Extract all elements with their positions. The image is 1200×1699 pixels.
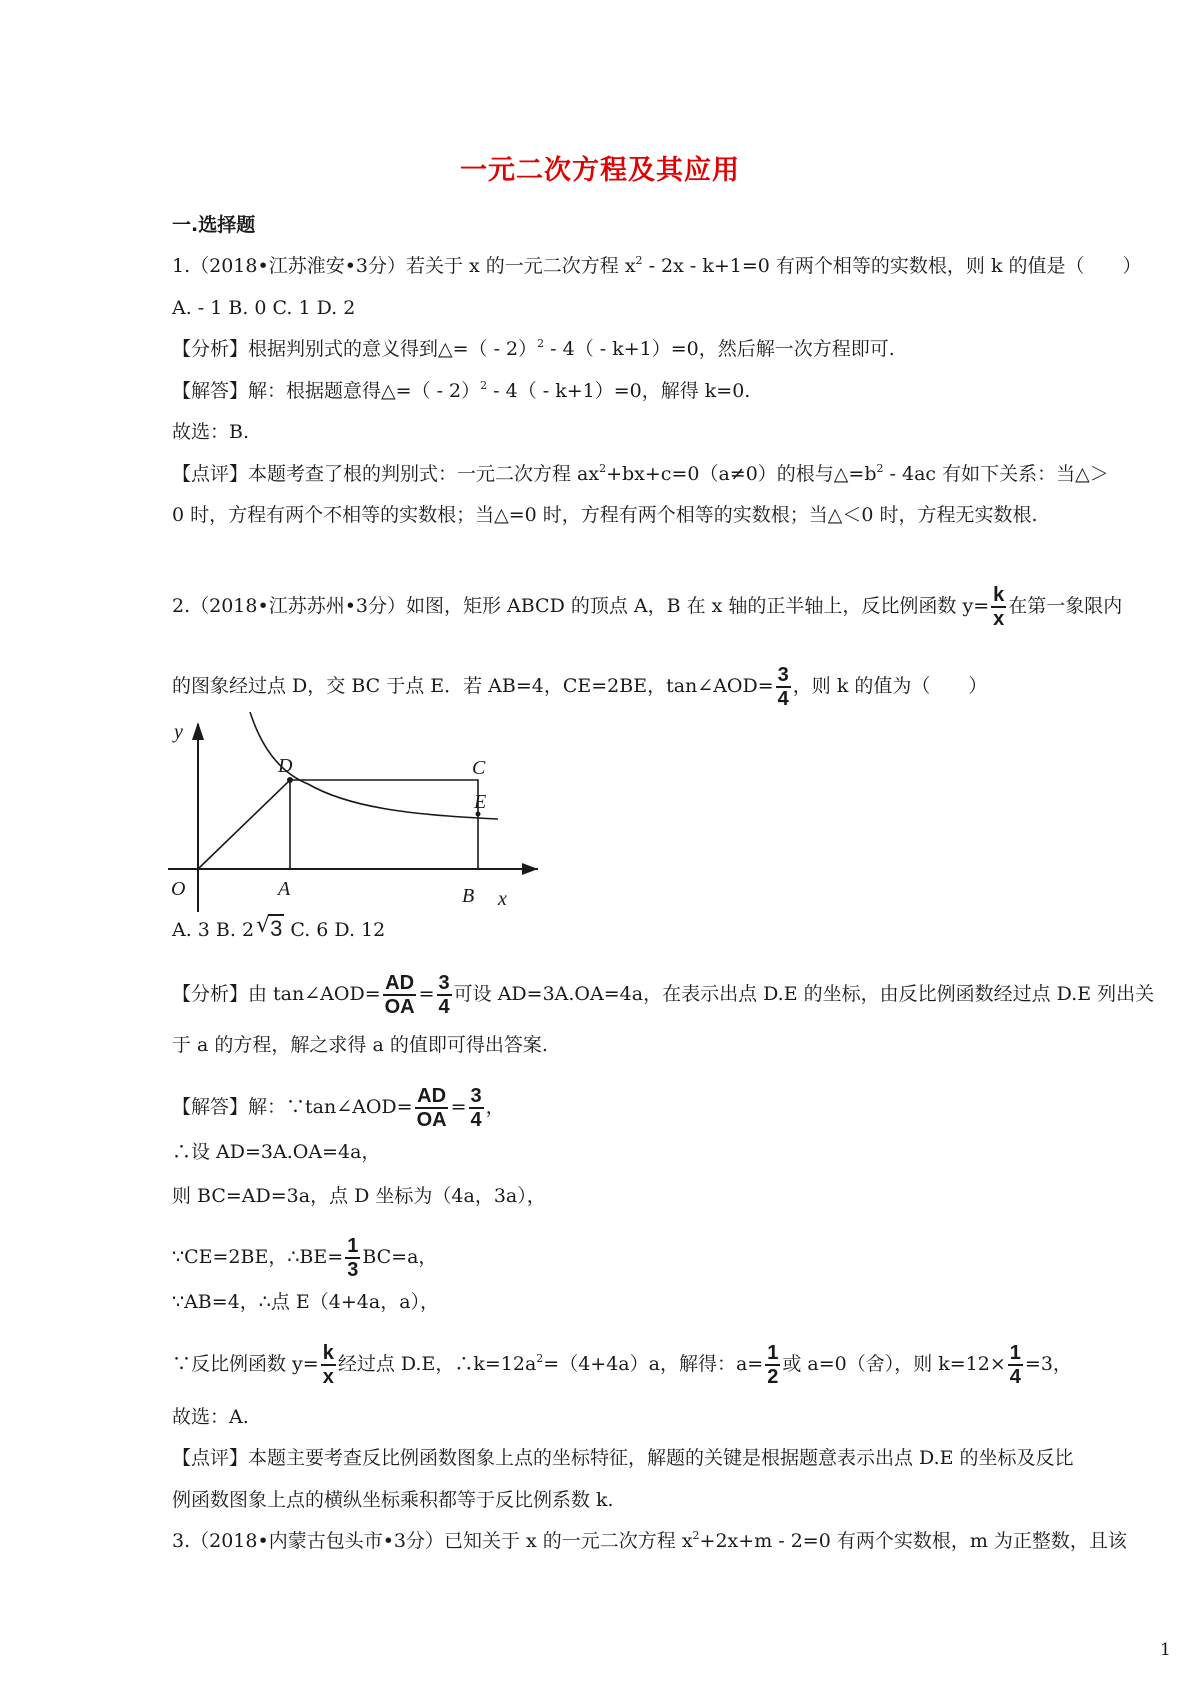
question-2-answer: 【解答】解：∵tan∠AOD= $\frac{AD}{OA}$ = $\frac{3}{4}$ ， [172, 1085, 505, 1131]
label-d: D [278, 755, 293, 777]
question-2-analysis-continued: 于 a 的方程，解之求得 a 的值即可得出答案. [172, 1034, 548, 1056]
point-d-marker [287, 777, 293, 783]
label-e: E [474, 791, 487, 813]
question-2-step-5: ∵反比例函数 y= $\frac{k}{x}$ 经过点 D.E，$\therefore k=12a^2=(4+4a)a$，解得：a= $\frac{1}{2}$ 或 a=0（舍），则 k=12× $\frac{1}{4}$ =3， [172, 1342, 1072, 1388]
square-root-3: √ 3 [256, 913, 283, 941]
question-1-stem: 1.（2018•江苏淮安•3分）若关于 x 的一元二次方程 $x^2 - 2x - k+1=0$ 有两个相等的实数根，则 k 的值是（ ） [172, 254, 1142, 277]
y-axis-label: y [174, 721, 183, 743]
page-title: 一元二次方程及其应用 [460, 155, 740, 186]
page-number: 1 [1160, 1640, 1171, 1660]
question-2-step-3: ∵CE=2BE，∴BE= $\frac{1}{3}$ BC=a， [172, 1235, 438, 1281]
fraction-1-over-3: $\frac{1}{3}$ [347, 1235, 359, 1281]
label-o: O [171, 878, 186, 900]
fraction-1-over-4: $\frac{1}{4}$ [1009, 1342, 1021, 1388]
question-1-options: A. - 1 B. 0 C. 1 D. 2 [172, 297, 356, 319]
x-axis-arrow [522, 863, 538, 875]
fraction-3-over-4: $\frac{3}{4}$ [777, 664, 789, 710]
rectangle-abcd [198, 780, 478, 869]
question-2-options: A. 3 B. 2 √ 3 C. 6 D. 12 [172, 913, 386, 941]
question-1-answer: 【解答】解：根据题意得△=（ - 2）$^2$ - 4（ - k+1）=0，解得 k=0. [172, 379, 751, 402]
fraction-k-over-x: $\frac{k}{x}$ [322, 1342, 334, 1388]
question-2-choice: 故选：A. [172, 1406, 249, 1428]
question-2-comment: 【点评】本题主要考查反比例函数图象上点的坐标特征，解题的关键是根据题意表示出点 D.E 的坐标及反比 [172, 1447, 1074, 1469]
question-1-analysis: 【分析】根据判别式的意义得到△=（ - 2）$^2$ - 4（ - k+1）=0，然后解一次方程即可. [172, 337, 895, 360]
label-c: C [472, 757, 486, 779]
fraction-ad-over-oa: $\frac{AD}{OA}$ [416, 1085, 447, 1131]
y-axis-arrow [192, 722, 204, 740]
question-2-step-1: ∴设 AD=3A.OA=4a， [172, 1141, 381, 1163]
question-2-step-4: ∵AB=4，∴点 E（4+4a，a）， [172, 1291, 440, 1313]
section-heading: 一.选择题 [172, 214, 256, 236]
fraction-1-over-2: $\frac{1}{2}$ [767, 1342, 779, 1388]
question-1-comment: 【点评】本题考查了根的判别式：一元二次方程 $ax^2+bx+c=0(a\ne 0)$的根与$\triangle=b^2 - 4ac$ 有如下关系：当△＞ [172, 462, 1109, 485]
question-1-choice: 故选：B. [172, 421, 250, 443]
question-2-analysis: 【分析】由 tan∠AOD= $\frac{AD}{OA}$ = $\frac{3}{4}$ 可设 AD=3A.OA=4a，在表示出点 D.E 的坐标，由反比例函数经过点 D.E 列出关 [172, 972, 1155, 1018]
fraction-k-over-x: $\frac{k}{x}$ [993, 584, 1005, 630]
fraction-3-over-4: $\frac{3}{4}$ [470, 1085, 482, 1131]
question-2-stem-continued: 的图象经过点 D，交 BC 于点 E．若 AB=4，CE=2BE，tan∠AOD= $\frac{3}{4}$ ，则 k 的值为（ ） [172, 664, 988, 710]
question-2-stem: 2.（2018•江苏苏州•3分）如图，矩形 ABCD 的顶点 A，B 在 x 轴的正半轴上，反比例函数 y= $\frac{k}{x}$ 在第一象限内 [172, 584, 1123, 630]
question-2-comment-continued: 例函数图象上点的横纵坐标乘积都等于反比例系数 k. [172, 1489, 614, 1511]
question-2-figure [168, 712, 548, 912]
label-a: A [278, 878, 291, 900]
x-axis-label: x [498, 888, 507, 910]
question-2-step-2: 则 BC=AD=3a，点 D 坐标为（4a，3a）， [172, 1185, 546, 1207]
question-3-stem: 3.（2018•内蒙古包头市•3分）已知关于 x 的一元二次方程 $x^2+2x+m - 2=0$ 有两个实数根，m 为正整数，且该 [172, 1529, 1127, 1552]
question-1-comment-continued: 0 时，方程有两个不相等的实数根；当△=0 时，方程有两个相等的实数根；当△＜0 时，方程无实数根. [172, 504, 1038, 526]
fraction-3-over-4: $\frac{3}{4}$ [438, 972, 450, 1018]
fraction-ad-over-oa: $\frac{AD}{OA}$ [384, 972, 415, 1018]
label-b: B [462, 885, 475, 907]
